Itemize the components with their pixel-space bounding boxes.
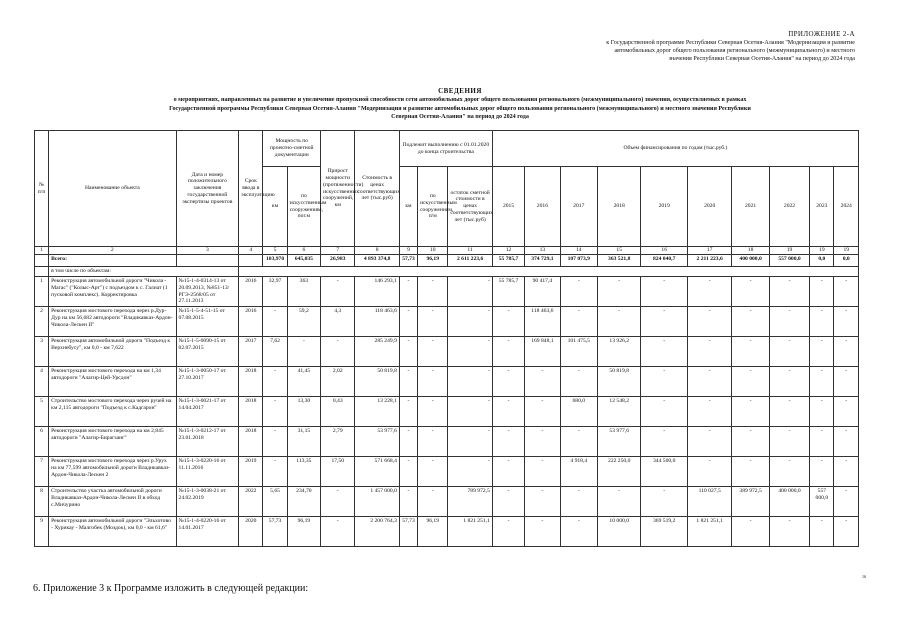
funding-2022: - (769, 277, 809, 307)
header-name: Наименование объекта (49, 131, 176, 247)
column-number: 8 (355, 247, 399, 255)
total-empty-cell (239, 255, 263, 267)
capacity-km: 5,65 (263, 487, 287, 517)
funding-2015: - (492, 307, 524, 337)
funding-2015: - (492, 397, 524, 427)
including-row (35, 267, 859, 277)
funding-2024: - (834, 457, 859, 487)
funding-2021: - (732, 277, 769, 307)
capacity-bridges: - (287, 337, 320, 367)
object-cost: 285 249,9 (355, 337, 399, 367)
total-label: Всего: (49, 255, 176, 267)
total-value: 57,73 (399, 255, 417, 267)
row-number: 6 (35, 427, 49, 457)
remaining-km: 57,73 (399, 517, 417, 547)
expertise-info: №15-1-3-0212-17 от 23.01.2018 (176, 427, 239, 457)
annex-line: к Государственной программе Республики Северная Осетия-Алания "Модернизация и развитие (606, 40, 855, 46)
funding-2016: 90 417,4 (525, 277, 560, 307)
funding-2016: 118 463,6 (525, 307, 560, 337)
commission-year: 2017 (239, 337, 263, 367)
capacity-increase: 17,50 (321, 457, 355, 487)
header-year-2020: 2020 (687, 167, 731, 247)
total-value: 55 785,7 (492, 255, 524, 267)
funding-2018: - (597, 277, 640, 307)
funding-2019: 344 500,0 (641, 457, 688, 487)
table-row (35, 367, 859, 397)
funding-2024: - (834, 307, 859, 337)
capacity-km: 32,97 (263, 277, 287, 307)
funding-2018: - (597, 487, 640, 517)
row-number: 2 (35, 307, 49, 337)
funding-2019: - (641, 397, 688, 427)
funding-2015: - (492, 517, 524, 547)
object-name: Строительство мостового перехода через ручей на км 2,115 автодороги "Подъезд к с.Кадгарон" (49, 397, 176, 427)
including-label: в том числе по объектам: (49, 267, 239, 277)
funding-2023: - (810, 397, 834, 427)
header-done-group: Подлежит выполнению с 01.01.2020 до конца строительства (399, 131, 492, 167)
expertise-info: №15-1-4-0220-16 от 14.01.2017 (176, 517, 239, 547)
capacity-increase: - (321, 337, 355, 367)
funding-2019: 369 519,2 (641, 517, 688, 547)
capacity-bridges: 41,45 (287, 367, 320, 397)
column-number: 9 (399, 247, 417, 255)
commission-year: 2018 (239, 427, 263, 457)
table-row (35, 427, 859, 457)
remaining-bridges: - (418, 397, 448, 427)
table-row (35, 307, 859, 337)
object-name: Строительство участка автомобильной дороги Владикавказ-Ардон-Чикола-Лескен II в обход с.Мичурино (49, 487, 176, 517)
total-value: 824 040,7 (641, 255, 688, 267)
header-year-2018: 2018 (597, 167, 640, 247)
commission-year: 2022 (239, 487, 263, 517)
funding-2022: - (769, 427, 809, 457)
funding-2024: - (834, 427, 859, 457)
total-row (35, 255, 859, 267)
heading-line: Северная Осетия-Алания" на период до 2024 года (391, 114, 529, 120)
commission-year: 2019 (239, 457, 263, 487)
expertise-info: №15-1-3-0220-16 от 11.11.2016 (176, 457, 239, 487)
total-value: 26,983 (321, 255, 355, 267)
funding-2017: 680,0 (560, 397, 597, 427)
capacity-km: 7,62 (263, 337, 287, 367)
funding-2022: - (769, 307, 809, 337)
remaining-km: - (399, 367, 417, 397)
column-number: 19 (810, 247, 834, 255)
remaining-bridges: - (418, 367, 448, 397)
funding-2018: 12 548,2 (597, 397, 640, 427)
funding-2017: 101 475,5 (560, 337, 597, 367)
funding-2018: 10 000,0 (597, 517, 640, 547)
capacity-bridges: 13,30 (287, 397, 320, 427)
funding-2019: - (641, 307, 688, 337)
document-heading (40, 87, 880, 122)
header-increase: Прирост мощности (протяженности) искусственных сооружений, км (321, 131, 355, 247)
page-number: 16 (862, 574, 866, 579)
total-value: 374 729,1 (525, 255, 560, 267)
annex-line: автомобильных дорог общего пользования регионального (межмуниципального) и местного (614, 48, 855, 55)
remaining-km: - (399, 337, 417, 367)
funding-2015: 55 785,7 (492, 277, 524, 307)
funding-2018: 222 250,0 (597, 457, 640, 487)
remaining-km: - (399, 457, 417, 487)
total-value: 557 000,0 (769, 255, 809, 267)
capacity-bridges: 234,70 (287, 487, 320, 517)
header-cap-bridges: по искусственным сооружениям, пог.м (287, 167, 320, 247)
column-number: 5 (263, 247, 287, 255)
remaining-km: - (399, 397, 417, 427)
column-number: 2 (49, 247, 176, 255)
object-cost: 50 819,8 (355, 367, 399, 397)
header-done-km: км (399, 167, 417, 247)
column-number: 14 (560, 247, 597, 255)
funding-2017: - (560, 517, 597, 547)
column-number: 3 (176, 247, 239, 255)
funding-2016: - (525, 397, 560, 427)
heading-subtitle (40, 96, 880, 122)
remaining-bridges: - (418, 307, 448, 337)
heading-line: о мероприятиях, направленных на развитие и увеличение пропускной способности сети автомобильных дорог общего пользования регионального (межмуниципального) значения, осуществляемых в рамках (173, 97, 747, 103)
header-year-2019: 2019 (641, 167, 688, 247)
funding-2017: 4 918,4 (560, 457, 597, 487)
capacity-increase: - (321, 487, 355, 517)
funding-2023: - (810, 367, 834, 397)
object-cost: 571 668,4 (355, 457, 399, 487)
remaining-cost: - (448, 337, 492, 367)
table-row (35, 397, 859, 427)
funding-2015: - (492, 427, 524, 457)
remaining-bridges: 96,19 (418, 517, 448, 547)
funding-2022: - (769, 457, 809, 487)
funding-2015: - (492, 457, 524, 487)
total-value: 0,0 (810, 255, 834, 267)
funding-2024: - (834, 397, 859, 427)
funding-2016: - (525, 517, 560, 547)
commission-year: 2018 (239, 397, 263, 427)
table-row (35, 517, 859, 547)
expertise-info: №15-1-5-0090-15 от 02.07.2015 (176, 337, 239, 367)
column-number: 1 (35, 247, 49, 255)
funding-2022: - (769, 517, 809, 547)
funding-2018: 13 926,2 (597, 337, 640, 367)
funding-2023: - (810, 277, 834, 307)
remaining-bridges: - (418, 457, 448, 487)
remaining-cost: 1 821 251,1 (448, 517, 492, 547)
funding-2022: - (769, 397, 809, 427)
funding-2020: - (687, 337, 731, 367)
funding-2024: - (834, 487, 859, 517)
funding-2021: - (732, 307, 769, 337)
funding-2019: - (641, 487, 688, 517)
funding-2023: 557 000,0 (810, 487, 834, 517)
funding-2021: - (732, 337, 769, 367)
object-cost: 53 977,6 (355, 427, 399, 457)
expertise-info: №15-1-3-0021-17 от 14.04.2017 (176, 397, 239, 427)
header-done-bridges: по искусственным сооружениям, п/м (418, 167, 448, 247)
column-number-row (35, 247, 859, 255)
column-number: 13 (525, 247, 560, 255)
funding-2016: - (525, 457, 560, 487)
total-value: 103,970 (263, 255, 287, 267)
remaining-cost: - (448, 307, 492, 337)
funding-2024: - (834, 337, 859, 367)
object-name: Реконструкция мостового перехода через р.Дур-Дур на км 56,682 автодороги "Владикавказ-Ардон-Чикола-Лескен II" (49, 307, 176, 337)
funding-2023: - (810, 427, 834, 457)
total-value: 0,0 (834, 255, 859, 267)
funding-2024: - (834, 277, 859, 307)
annex-line: значения Республики Северная Осетия-Алания" на период до 2024 года (668, 56, 855, 63)
total-value: 645,035 (287, 255, 320, 267)
row-number: 9 (35, 517, 49, 547)
remaining-cost: - (448, 397, 492, 427)
capacity-km: 57,73 (263, 517, 287, 547)
total-empty-cell (35, 255, 49, 267)
header-year-2017: 2017 (560, 167, 597, 247)
remaining-bridges: - (418, 487, 448, 517)
object-cost: 118 463,6 (355, 307, 399, 337)
capacity-km: - (263, 397, 287, 427)
capacity-bridges: 363 (287, 277, 320, 307)
capacity-bridges: 96,19 (287, 517, 320, 547)
remaining-km: - (399, 307, 417, 337)
object-name: Реконструкция автомобильной дороги "Подъезд к Верхнебусу", км 0,0 - км 7,622 (49, 337, 176, 367)
object-cost: 1 457 000,0 (355, 487, 399, 517)
funding-2021: 389 972,5 (732, 487, 769, 517)
header-year-2024: 2024 (834, 167, 859, 247)
funding-2022: 400 000,0 (769, 487, 809, 517)
funding-2019: - (641, 427, 688, 457)
annex-text (435, 39, 855, 64)
heading-line: Государственной программы Республики Северная Осетия-Алания "Модернизация и развитие автомобильных дорог общего пользования регионального (межмуниципального) и местного значения Республики (169, 105, 751, 112)
funding-2020: - (687, 427, 731, 457)
column-number: 16 (641, 247, 688, 255)
funding-2017: - (560, 277, 597, 307)
funding-2024: - (834, 367, 859, 397)
capacity-increase: 2,02 (321, 367, 355, 397)
expertise-info: №15-1-3-0038-21 от 24.02.2019 (176, 487, 239, 517)
funding-2020: 1 821 251,1 (687, 517, 731, 547)
column-number: 18 (732, 247, 769, 255)
capacity-increase: 4,3 (321, 307, 355, 337)
column-number: 12 (492, 247, 524, 255)
object-cost: 146 293,1 (355, 277, 399, 307)
funding-2024: - (834, 517, 859, 547)
funding-2022: - (769, 367, 809, 397)
commission-year: 2020 (239, 517, 263, 547)
funding-2019: - (641, 367, 688, 397)
capacity-km: - (263, 427, 287, 457)
header-cost: Стоимость в ценах соответствующих лет (тыс.руб) (355, 131, 399, 247)
total-value: 96,19 (418, 255, 448, 267)
remaining-cost: - (448, 427, 492, 457)
table-row (35, 277, 859, 307)
funding-2020: - (687, 277, 731, 307)
funding-2020: - (687, 397, 731, 427)
funding-2016: 169 848,1 (525, 337, 560, 367)
measures-table (34, 130, 859, 547)
funding-2021: - (732, 517, 769, 547)
header-year: Срок ввода в эксплуатацию (239, 131, 263, 247)
row-number: 3 (35, 337, 49, 367)
header-row-1 (35, 131, 859, 167)
column-number: 4 (239, 247, 263, 255)
funding-2023: - (810, 337, 834, 367)
total-value: 2 211 223,6 (687, 255, 731, 267)
including-empty-cell (239, 267, 859, 277)
heading-title: СВЕДЕНИЯ (438, 87, 482, 95)
header-done-rest: остаток сметной стоимости в ценах соответствующих лет (тыс.руб) (448, 167, 492, 247)
object-cost: 2 200 764,3 (355, 517, 399, 547)
header-year-2021: 2021 (732, 167, 769, 247)
funding-2020: - (687, 367, 731, 397)
funding-2017: - (560, 307, 597, 337)
funding-2023: - (810, 307, 834, 337)
funding-2016: - (525, 367, 560, 397)
expertise-info: №15-1-5-4-51-15 от 07.08.2015 (176, 307, 239, 337)
funding-2015: - (492, 367, 524, 397)
capacity-increase: - (321, 517, 355, 547)
funding-2023: - (810, 457, 834, 487)
funding-2016: - (525, 487, 560, 517)
remaining-km: - (399, 277, 417, 307)
funding-2020: - (687, 457, 731, 487)
remaining-km: - (399, 427, 417, 457)
capacity-km: - (263, 307, 287, 337)
object-name: Реконструкция мостового перехода через р.Урух на км 77,599 автомобильной дороги Владикавказ-Ардон-Чикола-Лескен 2 (49, 457, 176, 487)
funding-2018: - (597, 307, 640, 337)
table-row (35, 337, 859, 367)
row-number: 4 (35, 367, 49, 397)
column-number: 19 (769, 247, 809, 255)
total-value: 107 073,9 (560, 255, 597, 267)
footer-text: 6. Приложение 3 к Программе изложить в следующей редакции: (33, 583, 309, 594)
object-name: Реконструкция автомобильной дороги "Чикола - Магас" ("Колыс-Арт") с подъездом к с. Галиат (1 пусковой комплекс). Корректировка (49, 277, 176, 307)
funding-2015: - (492, 337, 524, 367)
remaining-cost: 789 972,5 (448, 487, 492, 517)
funding-2020: 110 027,5 (687, 487, 731, 517)
row-number: 1 (35, 277, 49, 307)
funding-2021: - (732, 367, 769, 397)
table-row (35, 487, 859, 517)
header-expertise: Дата и номер положительного заключения государственной экспертизы проектов (176, 131, 239, 247)
funding-2020: - (687, 307, 731, 337)
remaining-km: - (399, 487, 417, 517)
total-value: 363 521,8 (597, 255, 640, 267)
capacity-bridges: 113,35 (287, 457, 320, 487)
remaining-cost: - (448, 367, 492, 397)
annex-title: ПРИЛОЖЕНИЕ 2-А (788, 30, 855, 38)
column-number: 7 (321, 247, 355, 255)
column-number: 10 (418, 247, 448, 255)
including-empty-cell (35, 267, 49, 277)
annex-block (435, 30, 855, 64)
funding-2019: - (641, 337, 688, 367)
object-name: Реконструкция мостового перехода на км 1,34 автодороги "Алагир-Цей-Урсдон" (49, 367, 176, 397)
header-year-2022: 2022 (769, 167, 809, 247)
header-year-2015: 2015 (492, 167, 524, 247)
remaining-cost: - (448, 277, 492, 307)
capacity-increase: - (321, 277, 355, 307)
total-value: 4 893 374,8 (355, 255, 399, 267)
capacity-km: - (263, 367, 287, 397)
object-name: Реконструкция автомобильной дороги "Эльхотово - Хурикау - Малгобек (Моздок), км 0,0 - км 61,6" (49, 517, 176, 547)
object-name: Реконструкция мостового перехода на км 2,845 автодороги "Алагир-Бирагзанг" (49, 427, 176, 457)
column-number: 19 (834, 247, 859, 255)
capacity-km: - (263, 457, 287, 487)
row-number: 5 (35, 397, 49, 427)
expertise-info: №15-1-4-0314-13 от 20.09.2013, №851-13/РГЭ-2568/05 от 27.11.2013 (176, 277, 239, 307)
commission-year: 2016 (239, 277, 263, 307)
funding-2018: 53 977,6 (597, 427, 640, 457)
funding-2021: - (732, 457, 769, 487)
table-row (35, 457, 859, 487)
column-number: 11 (448, 247, 492, 255)
row-number: 8 (35, 487, 49, 517)
commission-year: 2016 (239, 307, 263, 337)
header-year-2016: 2016 (525, 167, 560, 247)
expertise-info: №15-1-3-0050-17 от 27.10.2017 (176, 367, 239, 397)
total-value: 400 000,0 (732, 255, 769, 267)
column-number: 15 (597, 247, 640, 255)
funding-2022: - (769, 337, 809, 367)
row-number: 7 (35, 457, 49, 487)
funding-2017: - (560, 487, 597, 517)
header-year-2023: 2023 (810, 167, 834, 247)
funding-2018: 50 819,8 (597, 367, 640, 397)
remaining-cost: - (448, 457, 492, 487)
remaining-bridges: - (418, 337, 448, 367)
object-cost: 13 228,1 (355, 397, 399, 427)
funding-2021: - (732, 427, 769, 457)
header-cap-km: км (263, 167, 287, 247)
header-finance-group: Объем финансирования по годам (тыс.руб.) (492, 131, 858, 167)
capacity-increase: 2,79 (321, 427, 355, 457)
capacity-bridges: 59,2 (287, 307, 320, 337)
column-number: 6 (287, 247, 320, 255)
header-num: № п/п (35, 131, 49, 247)
funding-2021: - (732, 397, 769, 427)
funding-2015: - (492, 487, 524, 517)
funding-2023: - (810, 517, 834, 547)
total-empty-cell (176, 255, 239, 267)
funding-2019: - (641, 277, 688, 307)
capacity-increase: 0,43 (321, 397, 355, 427)
funding-2016: - (525, 427, 560, 457)
funding-2017: - (560, 367, 597, 397)
column-number: 17 (687, 247, 731, 255)
capacity-bridges: 31,15 (287, 427, 320, 457)
total-value: 2 611 223,6 (448, 255, 492, 267)
header-capacity-group: Мощность по проектно-сметной документации (263, 131, 321, 167)
commission-year: 2018 (239, 367, 263, 397)
funding-2017: - (560, 427, 597, 457)
remaining-bridges: - (418, 427, 448, 457)
remaining-bridges: - (418, 277, 448, 307)
